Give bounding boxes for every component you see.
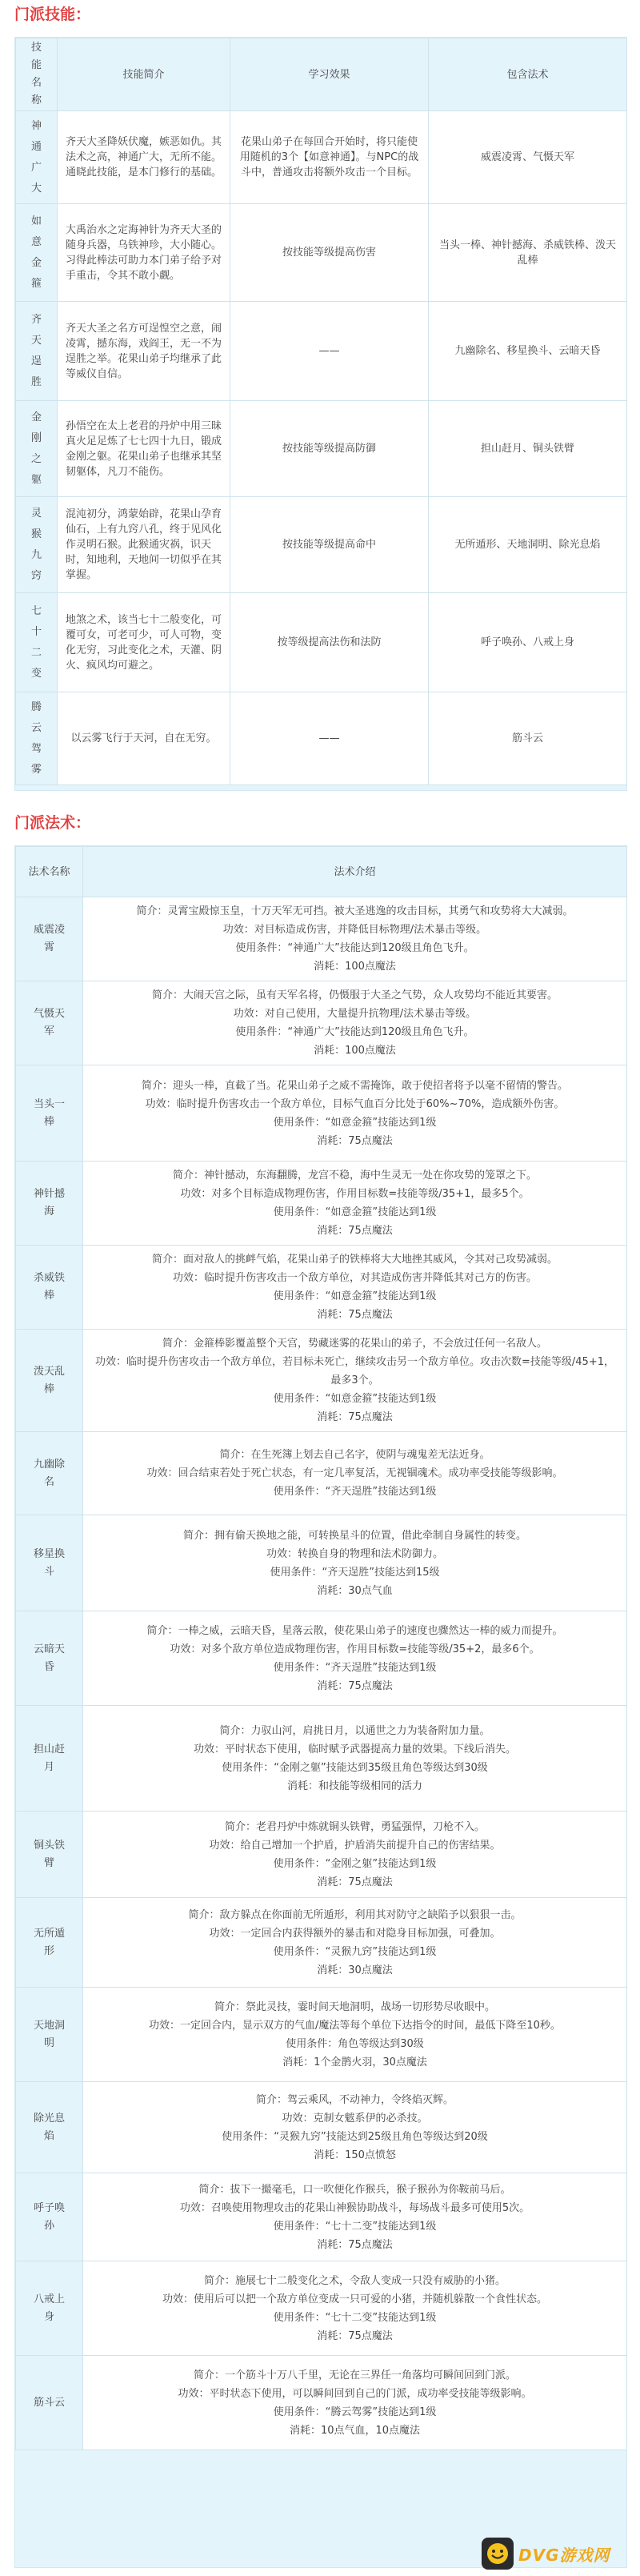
- header-skill-name: 技能名称: [16, 38, 58, 111]
- spell-line: 消耗：150点愤怒: [314, 2149, 396, 2161]
- spell-line: 消耗：和技能等级相同的活力: [286, 1780, 422, 1792]
- table-row: [16, 1162, 627, 1246]
- spell-name: 呼子唤孙: [16, 2173, 83, 2261]
- spell-description: [83, 1988, 627, 2082]
- skill-spells: 担山赶月、铜头铁臂: [429, 401, 627, 497]
- skill-intro: 大禹治水之定海神针为齐天大圣的随身兵器，乌铁神珍，大小随心。习得此棒法可助力本门弟子给予对手重击，令其不敢小觑。: [58, 204, 230, 302]
- spell-description: [83, 2082, 627, 2173]
- spell-line: 使用条件：“齐天逞胜”技能达到15级: [270, 1566, 440, 1579]
- spell-line: 简介：老君丹炉中炼就铜头铁臂，勇猛强悍，刀枪不入。: [224, 1820, 485, 1833]
- skill-name: 金刚之躯: [16, 401, 58, 497]
- spell-line: 消耗：100点魔法: [314, 961, 396, 973]
- skills-table-panel: [14, 37, 627, 791]
- spell-line: 功效：平时状态下使用，临时赋予武器提高力量的效果。下线后消失。: [193, 1743, 516, 1755]
- table-row: [16, 302, 627, 401]
- table-row: [16, 1988, 627, 2082]
- spell-name: 云暗天昏: [16, 1611, 83, 1706]
- spell-line: 使用条件：“灵猴九窍”技能达到25级且角色等级达到20级: [222, 2130, 488, 2143]
- spell-line: 使用条件：“腾云驾雾”技能达到1级: [273, 2405, 437, 2418]
- spell-line: 消耗：75点魔法: [317, 1876, 393, 1888]
- spell-line: 功效：召唤使用物理攻击的花果山神猴协助战斗，每场战斗最多可使用5次。: [179, 2201, 530, 2214]
- spell-line: 使用条件：“齐天逞胜”技能达到1级: [273, 1486, 437, 1498]
- skill-name: 腾云驾雾: [16, 692, 58, 785]
- table-row: [16, 593, 627, 692]
- spell-name: 威震凌霄: [16, 897, 83, 981]
- skill-spells: 无所遁形、天地洞明、除光息焰: [429, 497, 627, 593]
- spell-line: 功效：临时提升伤害攻击一个敌方单位，若目标未死亡，继续攻击另一个敌方单位。攻击次数=技能等级/45+1，最多3个。: [95, 1356, 614, 1386]
- table-row: [16, 897, 627, 981]
- spell-line: 使用条件：角色等级达到30级: [286, 2037, 424, 2050]
- table-row: [16, 1432, 627, 1515]
- skill-intro: 地煞之术，该当七十二般变化，可覆可女，可老可少，可人可物，变化无穷，习此变化之术，天灌、阴火、疯风均可避之。: [58, 593, 230, 692]
- spell-line: 消耗：75点魔法: [317, 2329, 393, 2342]
- spell-line: 简介：面对敌人的挑衅气焰，花果山弟子的铁棒将大大地挫其威风，令其对己攻势减弱。: [151, 1254, 558, 1266]
- spells-section-title: 门派法术：: [14, 814, 91, 832]
- spell-line: 功效：临时提升伤害攻击一个敌方单位，对其造成伤害并降低其对己方的伤害。: [172, 1272, 537, 1284]
- spell-description: [83, 1515, 627, 1611]
- spell-line: 使用条件：“神通广大”技能达到120级且角色飞升。: [235, 942, 474, 954]
- spell-description: [83, 981, 627, 1065]
- spell-line: 简介：金箍棒影覆盖整个天宫，势藏迷雾的花果山的弟子，不会放过任何一名敌人。: [162, 1338, 547, 1350]
- spell-line: 使用条件：“七十二变”技能达到1级: [273, 2311, 437, 2324]
- spell-description: [83, 1706, 627, 1812]
- header-skill-intro: 技能简介: [58, 38, 230, 111]
- header-learn-effect: 学习效果: [230, 38, 429, 111]
- spell-name: 筋斗云: [16, 2356, 83, 2450]
- skill-effect: 花果山弟子在每回合开始时，将只能使用随机的3个【如意神通】。与NPC的战斗中，普通攻击将额外攻击一个目标。: [230, 111, 429, 204]
- table-row: [16, 692, 627, 785]
- skill-intro: 齐天大圣降妖伏魔，嫉恶如仇。其法术之高，神通广大，无所不能。通晓此技能，是本门修行的基础。: [58, 111, 230, 204]
- table-row: [16, 1706, 627, 1812]
- table-row: [16, 1330, 627, 1432]
- spell-line: 功效：转换自身的物理和法术防御力。: [266, 1547, 443, 1560]
- spell-line: 功效：临时提升伤害攻击一个敌方单位，目标气血百分比处于60%~70%，造成额外伤害。: [145, 1097, 565, 1110]
- spell-description: [83, 2356, 627, 2450]
- skill-effect: 按技能等级提高命中: [230, 497, 429, 593]
- skills-header-row: [16, 38, 627, 111]
- spell-name: 除光息焰: [16, 2082, 83, 2173]
- skill-effect: ——: [230, 692, 429, 785]
- spell-line: 消耗：75点魔法: [317, 1134, 393, 1147]
- spell-line: 简介：灵霄宝殿惊玉皇，十万天军无可挡。被大圣逃逸的攻击目标，其勇气和攻势将大大减弱。: [136, 905, 574, 917]
- smiley-logo-icon: [482, 2538, 514, 2570]
- spell-line: 功效：对多个敌方单位造成物理伤害，作用目标数=技能等级/35+2，最多6个。: [170, 1643, 540, 1655]
- table-row: [16, 1812, 627, 1898]
- spell-name: 杀威铁棒: [16, 1246, 83, 1330]
- spell-name: 神针撼海: [16, 1162, 83, 1246]
- header-spells: 包含法术: [429, 38, 627, 111]
- spell-line: 简介：一个筋斗十万八千里，无论在三界任一角落均可瞬间回到门派。: [193, 2369, 516, 2381]
- spell-name: 当头一棒: [16, 1065, 83, 1162]
- skill-name: 灵猴九窍: [16, 497, 58, 593]
- skill-effect: 按等级提高法伤和法防: [230, 593, 429, 692]
- spell-description: [83, 1246, 627, 1330]
- skill-name: 齐天逞胜: [16, 302, 58, 401]
- skill-spells: 呼子唤孙、八戒上身: [429, 593, 627, 692]
- spell-description: [83, 2261, 627, 2356]
- spell-line: 功效：对多个目标造成物理伤害，作用目标数=技能等级/35+1，最多5个。: [180, 1188, 530, 1200]
- spell-line: 功效：一定回合内获得额外的暴击和对隐身目标加强，可叠加。: [209, 1927, 501, 1940]
- spell-line: 使用条件：“神通广大”技能达到120级且角色飞升。: [235, 1026, 474, 1038]
- spells-table: [15, 846, 627, 2450]
- spell-name: 担山赶月: [16, 1706, 83, 1812]
- spell-line: 简介：一棒之威，云暗天昏，星落云散，使花果山弟子的速度也骤然达一棒的威力而提升。: [146, 1624, 563, 1637]
- table-row: [16, 1246, 627, 1330]
- spell-line: 功效：平时状态下使用，可以瞬间回到自己的门派，成功率受技能等级影响。: [178, 2387, 532, 2400]
- spell-line: 使用条件：“齐天逞胜”技能达到1级: [273, 1661, 437, 1674]
- spells-header-row: [16, 847, 627, 897]
- spell-line: 消耗：10点气血，10点魔法: [289, 2424, 421, 2437]
- skill-effect: ——: [230, 302, 429, 401]
- spell-name: 无所遁形: [16, 1898, 83, 1988]
- skill-name: 神通广大: [16, 111, 58, 204]
- spell-description: [83, 1812, 627, 1898]
- skill-intro: 以云雾飞行于天河，自在无穷。: [58, 692, 230, 785]
- table-row: [16, 401, 627, 497]
- table-row: [16, 1611, 627, 1706]
- spell-line: 简介：在生死簿上划去自己名字，使阴与魂鬼差无法近身。: [219, 1449, 490, 1461]
- table-row: [16, 2082, 627, 2173]
- spell-line: 使用条件：“如意金箍”技能达到1级: [273, 1116, 437, 1129]
- spell-line: 功效：给自己增加一个护盾，护盾消失前提升自己的伤害结果。: [209, 1839, 501, 1852]
- skill-intro: 齐天大圣之名方可逞惶空之意，闹凌霄，撼东海，戏阎王，无一不为逞胜之举。花果山弟子均继承了此等威仪自信。: [58, 302, 230, 401]
- spell-name: 九幽除名: [16, 1432, 83, 1515]
- table-row: [16, 111, 627, 204]
- spell-line: 消耗：75点魔法: [317, 2238, 393, 2251]
- spell-name: 八戒上身: [16, 2261, 83, 2356]
- spell-line: 简介：力驭山河，肩挑日月，以通世之力为装备附加力量。: [219, 1724, 490, 1737]
- table-row: [16, 497, 627, 593]
- spell-line: 使用条件：“金刚之躯”技能达到35级且角色等级达到30级: [222, 1761, 488, 1774]
- spell-line: 功效：使用后可以把一个敌方单位变成一只可爱的小猪，并随机躲散一个食性状态。: [162, 2293, 547, 2305]
- skill-effect: 按技能等级提高伤害: [230, 204, 429, 302]
- spell-line: 消耗：30点气血: [317, 1584, 393, 1597]
- header-spell-name: 法术名称: [16, 847, 83, 897]
- spell-description: [83, 2173, 627, 2261]
- header-spell-intro: 法术介绍: [83, 847, 627, 897]
- skill-effect: 按技能等级提高防御: [230, 401, 429, 497]
- skill-intro: 混沌初分，鸿蒙始辟，花果山孕育仙石，上有九窍八孔，终于见风化作灵明石猴。此猴通灾祸，识天时，知地利，天地间一切似乎在其掌握。: [58, 497, 230, 593]
- spell-description: [83, 1611, 627, 1706]
- spell-description: [83, 1432, 627, 1515]
- spell-line: 简介：驾云乘风，不动神力，令终焰灭辉。: [255, 2093, 454, 2106]
- spell-description: [83, 1898, 627, 1988]
- spell-line: 消耗：30点魔法: [317, 1964, 393, 1976]
- table-row: [16, 981, 627, 1065]
- spell-name: 移星换斗: [16, 1515, 83, 1611]
- spell-line: 消耗：75点魔法: [317, 1309, 393, 1321]
- skills-table: [15, 38, 627, 785]
- spell-line: 简介：拔下一撮毫毛，口一吹便化作猴兵，猴子猴孙为你鞍前马后。: [198, 2183, 511, 2196]
- table-row: [16, 1065, 627, 1162]
- table-row: [16, 2173, 627, 2261]
- skills-section-title: 门派技能：: [14, 6, 91, 23]
- spell-line: 简介：拥有偷天换地之能，可转换星斗的位置，借此牵制自身属性的转变。: [182, 1529, 526, 1542]
- spell-line: 功效：克制女魃系伊的必杀技。: [282, 2112, 428, 2125]
- table-row: [16, 2261, 627, 2356]
- skill-spells: 九幽除名、移星换斗、云暗天昏: [429, 302, 627, 401]
- skill-name: 如意金箍: [16, 204, 58, 302]
- spell-line: 功效：对自己使用，大量提升抗物理/法术暴击等级。: [233, 1008, 477, 1020]
- spell-line: 消耗：1个金鹊火羽，30点魔法: [282, 2056, 427, 2068]
- spell-name: 泼天乱棒: [16, 1330, 83, 1432]
- spell-line: 简介：大闹天宫之际，虽有天军名将，仍慑服于大圣之气势，众人攻势均不能近其要害。: [151, 989, 558, 1001]
- spell-line: 简介：神针撼动，东海翻腾，龙宫不稳，海中生灵无一处在你攻势的笼罩之下。: [172, 1170, 537, 1182]
- table-row: [16, 204, 627, 302]
- spell-line: 消耗：75点魔法: [317, 1225, 393, 1237]
- spell-name: 气慑天军: [16, 981, 83, 1065]
- spell-name: 铜头铁臂: [16, 1812, 83, 1898]
- skill-name: 七十二变: [16, 593, 58, 692]
- spell-line: 使用条件：“七十二变”技能达到1级: [273, 2220, 437, 2233]
- table-row: [16, 2356, 627, 2450]
- spell-line: 简介：祭此灵技，霎时间天地洞明，战场一切形势尽收眼中。: [214, 2000, 495, 2013]
- spell-line: 使用条件：“金刚之躯”技能达到1级: [273, 1857, 437, 1870]
- spell-line: 简介：施展七十二般变化之术，令敌人变成一只没有威胁的小猪。: [203, 2274, 506, 2287]
- watermark: [482, 2536, 634, 2571]
- skill-intro: 孙悟空在太上老君的丹炉中用三昧真火足足炼了七七四十九日，锻成金刚之躯。花果山弟子也继承其坚韧躯体，凡刀不能伤。: [58, 401, 230, 497]
- skill-spells: 当头一棒、神针撼海、杀威铁棒、泼天乱棒: [429, 204, 627, 302]
- spell-description: [83, 1162, 627, 1246]
- skill-spells: 威震凌霄、气慑天军: [429, 111, 627, 204]
- spell-description: [83, 1065, 627, 1162]
- spell-line: 使用条件：“如意金箍”技能达到1级: [273, 1393, 437, 1405]
- spell-line: 使用条件：“灵猴九窍”技能达到1级: [273, 1945, 437, 1958]
- watermark-brand: DVG游戏网: [518, 2545, 610, 2565]
- skill-spells: 筋斗云: [429, 692, 627, 785]
- spell-line: 使用条件：“如意金箍”技能达到1级: [273, 1206, 437, 1218]
- spell-name: 天地洞明: [16, 1988, 83, 2082]
- spell-line: 消耗：100点魔法: [314, 1045, 396, 1057]
- table-row: [16, 1898, 627, 1988]
- spell-line: 简介：迎头一棒，直截了当。花果山弟子之威不需掩饰，敢于使招者将予以毫不留情的警告。: [141, 1079, 568, 1092]
- spell-line: 消耗：75点魔法: [317, 1679, 393, 1692]
- spell-line: 使用条件：“如意金箍”技能达到1级: [273, 1290, 437, 1302]
- spell-line: 简介：敌方躲点在你面前无所遁形，利用其对防守之缺陷予以狠狠一击。: [188, 1908, 522, 1921]
- spell-description: [83, 897, 627, 981]
- spell-description: [83, 1330, 627, 1432]
- spell-line: 功效：对目标造成伤害，并降低目标物理/法术暴击等级。: [222, 924, 487, 936]
- table-row: [16, 1515, 627, 1611]
- spell-line: 功效：回合结束若处于死亡状态，有一定几率复活，无视锢魂术。成功率受技能等级影响。: [146, 1467, 563, 1479]
- spells-table-panel: [14, 845, 627, 2568]
- spell-line: 功效：一定回合内，显示双方的气血/魔法等每个单位下达指令的时间，最低下降至10秒。: [149, 2019, 561, 2032]
- spell-line: 消耗：75点魔法: [317, 1411, 393, 1423]
